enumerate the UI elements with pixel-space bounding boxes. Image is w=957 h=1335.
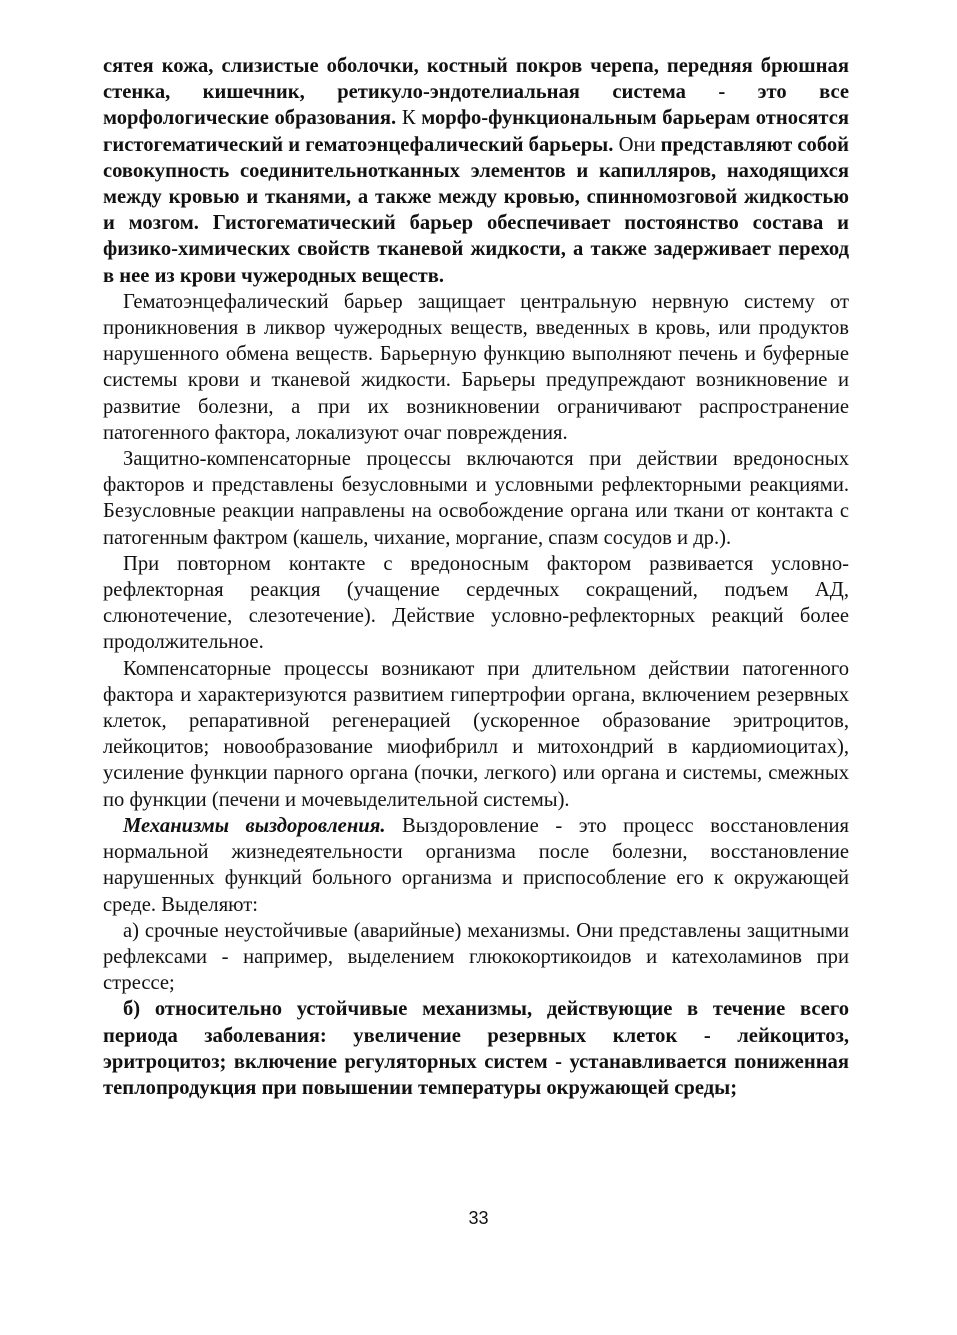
text-segment: Выздоровление - это процесс восстановления нормальной жизнедеятельности организма после болезни, восстановление нарушенных функций больного организма и приспособление его к окружающей среде. Выделяют: xyxy=(103,814,850,916)
text-segment: Они xyxy=(618,133,661,156)
paragraph-6 xyxy=(103,813,849,918)
text-segment: а) срочные неустойчивые (аварийные) механизмы. Они представлены защитными рефлексами - например, выделением глюкокортикоидов и катехоламинов при стрессе; xyxy=(103,919,849,995)
paragraph-1 xyxy=(103,53,849,289)
text-segment: морфо-функциональным барьерам относятся гистогематический и гематоэнцефалический барьеры. xyxy=(103,107,849,156)
body-text xyxy=(103,53,849,1101)
text-segment: б) относительно устойчивые механизмы, действующие в течение всего периода заболевания: увеличение резервных клеток - лейкоцитоз, эритроцитоз; включение регуляторных систем - устанавливается пониженная теплопродукция при повышении температуры окружающей среды; xyxy=(103,998,849,1099)
text-segment: Гематоэнцефалический барьер защищает центральную нервную систему от проникновения в ликвор чужеродных веществ, введенных в кровь, или продуктов нарушенного обмена веществ. Барьерную функцию выполняют печень и буферные системы крови и тканевой жидкости. Барьеры предупреждают возникновение и развитие болезни, а при их возникновении ограничивают распространение патогенного фактора, локализуют очаг повреждения. xyxy=(103,290,849,444)
paragraph-4 xyxy=(103,551,849,656)
paragraph-7 xyxy=(103,918,849,997)
text-segment: Компенсаторные процессы возникают при длительном действии патогенного фактора и характеризуются развитием гипертрофии органа, включением резервных клеток, репаративной регенерацией (ускоренное образование эритроцитов, лейкоцитов; новообразование миофибрилл и митохондрий в кардиомиоцитах), усиление функции парного органа (почки, легкого) или органа и системы, смежных по функции (печени и мочевыделительной системы). xyxy=(103,657,849,811)
section-heading: Механизмы выздоровления. xyxy=(123,814,386,837)
text-segment: представляют собой совокупность соединительнотканных элементов и капилляров, находящихся между кровью и тканями, а также между кровью, спинномозговой жидкостью и мозгом. Гистогематический барьер обеспечивает постоянство состава и физико-химических свойств тканевой жидкости, а также задерживает переход в нее из крови чужеродных веществ. xyxy=(103,133,850,287)
paragraph-3 xyxy=(103,446,849,551)
text-segment: сятея кожа, слизистые оболочки, костный покров черепа, передняя брюшная стенка, кишечник, ретикуло-эндотелиальная система - это все морфологические образования. xyxy=(103,55,849,130)
paragraph-5 xyxy=(103,656,849,813)
text-segment: Защитно-компенсаторные процессы включаются при действии вредоносных факторов и представлены безусловными и условными рефлекторными реакциями. Безусловные реакции направлены на освобождение органа или ткани от контакта с патогенным фактром (кашель, чихание, моргание, спазм сосудов и др.). xyxy=(103,448,849,549)
paragraph-8 xyxy=(103,996,849,1101)
paragraph-2 xyxy=(103,289,849,446)
page-number: 33 xyxy=(468,1208,489,1228)
text-segment: К xyxy=(401,107,422,130)
text-segment: При повторном контакте с вредоносным фактором развивается условно-рефлекторная реакция (учащение сердечных сокращений, подъем АД, слюнотечение, слезотечение). Действие условно-рефлекторных реакций более продолжительное. xyxy=(103,552,849,654)
